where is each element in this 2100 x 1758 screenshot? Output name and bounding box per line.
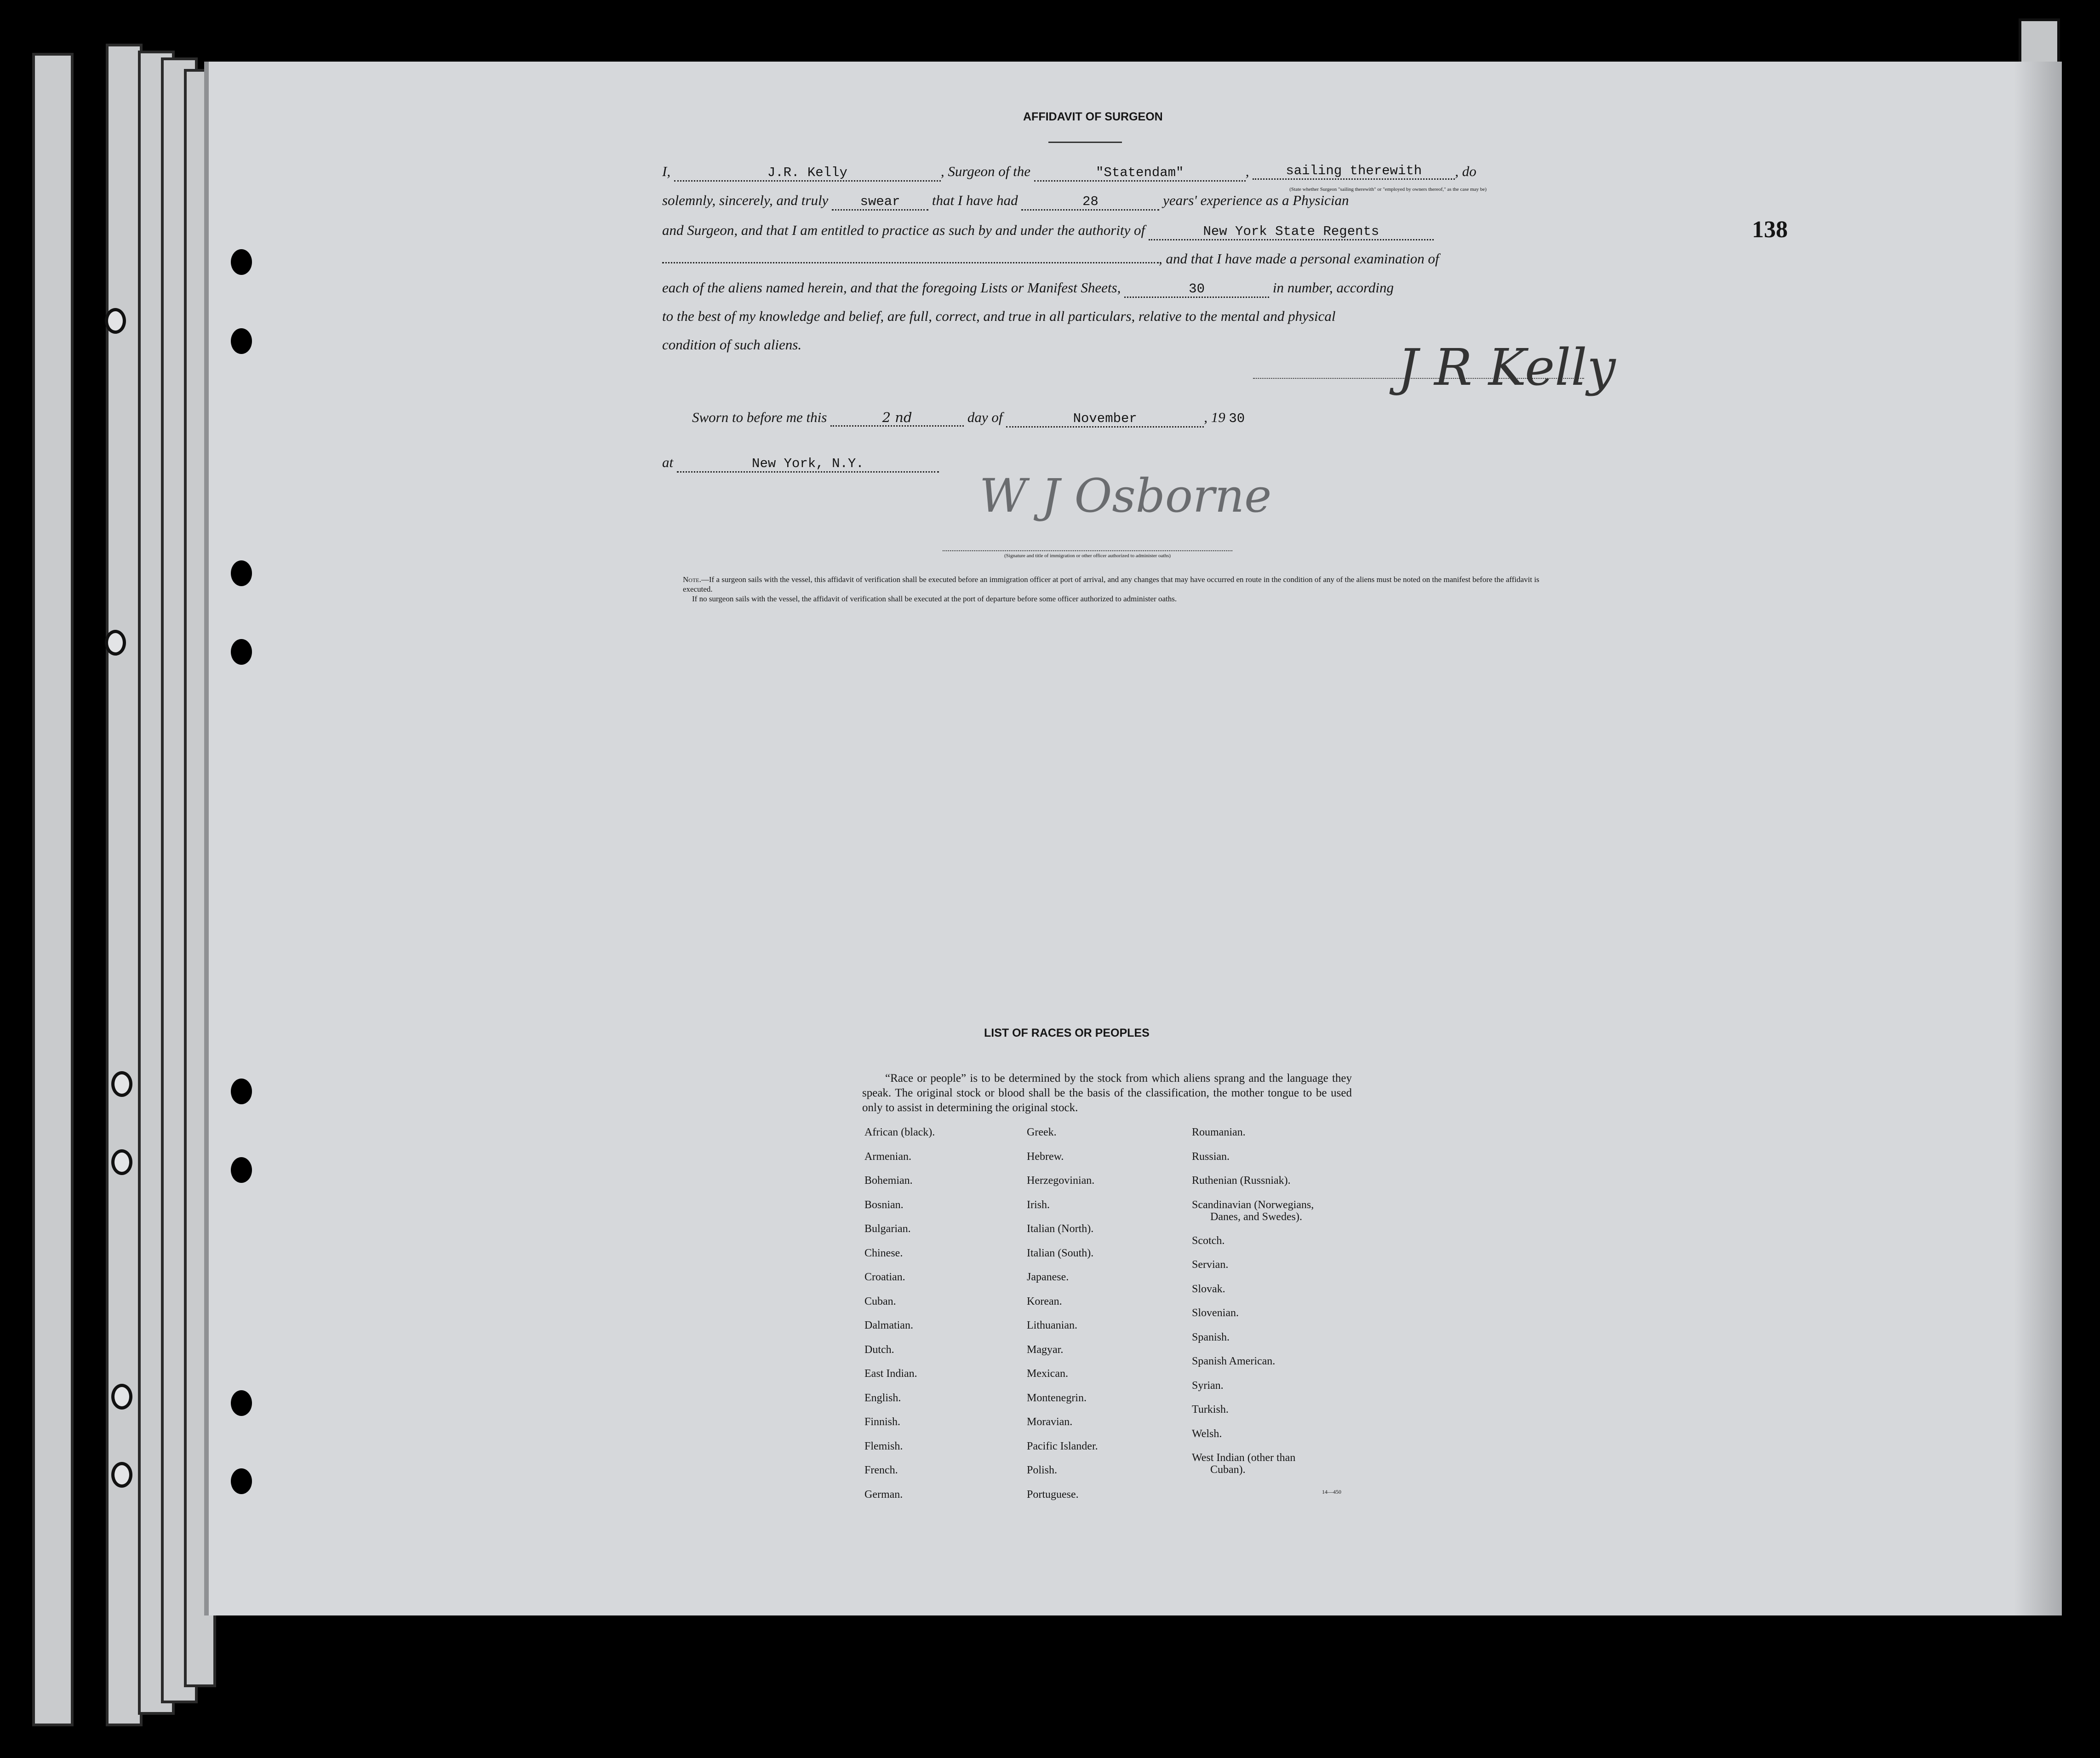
sailing-status-note: (State whether Surgeon "sailing therewith" or "employed by owners thereof," as the case may be)	[1289, 186, 1487, 192]
binder-hole	[111, 1071, 132, 1097]
binder-edge-1	[32, 53, 74, 1726]
oath-field: swear	[832, 194, 928, 211]
race-item: Scotch.	[1192, 1234, 1225, 1247]
race-item: German.	[864, 1488, 903, 1501]
page-number: 138	[1752, 217, 1788, 243]
race-item: Dutch.	[864, 1343, 894, 1356]
race-item: Flemish.	[864, 1440, 903, 1452]
surgeon-signature: J R Kelly	[1398, 338, 1616, 397]
form-code: 14—450	[1322, 1489, 1341, 1495]
race-item: Welsh.	[1192, 1427, 1222, 1440]
race-item: Syrian.	[1192, 1379, 1224, 1392]
race-item: French.	[864, 1464, 898, 1476]
authority-field-continued	[662, 262, 1159, 263]
race-item: Korean.	[1027, 1295, 1062, 1307]
race-item: Pacific Islander.	[1027, 1440, 1098, 1452]
affidavit-line-7: condition of such aliens.	[662, 337, 802, 353]
affidavit-line-1: I, J.R. Kelly , Surgeon of the "Statendam" , sailing therewith (State whether Surgeon "sailing therewith" or "employed by owners thereof," as the case may be), do	[662, 163, 1487, 192]
race-item: Roumanian.	[1192, 1126, 1246, 1138]
affidavit-line-6: to the best of my knowledge and belief, are full, correct, and true in all particulars, relative to the mental and physical	[662, 308, 1336, 324]
race-item: Bohemian.	[864, 1175, 913, 1187]
race-item: Cuban.	[864, 1295, 896, 1307]
race-item: Herzegovinian.	[1027, 1175, 1095, 1187]
race-item: Armenian.	[864, 1150, 911, 1163]
binder-hole	[111, 1462, 132, 1488]
race-item: Greek.	[1027, 1126, 1057, 1138]
sworn-day-field: 2 nd	[830, 410, 964, 427]
binder-hole	[105, 308, 126, 334]
race-item: Italian (South).	[1027, 1247, 1094, 1259]
races-title: LIST OF RACES OR PEOPLES	[984, 1027, 1150, 1039]
race-item: Russian.	[1192, 1150, 1230, 1163]
race-item: Scandinavian (Norwegians,	[1192, 1199, 1314, 1211]
races-column-1	[864, 1126, 935, 1513]
race-item: Turkish.	[1192, 1404, 1229, 1416]
race-item: East Indian.	[864, 1368, 917, 1380]
officer-caption: (Signature and title of immigration or other officer authorized to administer oaths)	[1004, 553, 1171, 559]
affidavit-line-2: solemnly, sincerely, and truly swear that I have had 28 years' experience as a Physician	[662, 192, 1349, 211]
race-item: African (black).	[864, 1126, 935, 1138]
punch-hole	[231, 1390, 252, 1416]
race-item: Cuban).	[1210, 1464, 1246, 1476]
race-item: Croatian.	[864, 1271, 905, 1283]
officer-signature: W J Osborne	[979, 469, 1272, 523]
race-item: Finnish.	[864, 1416, 901, 1428]
race-item: Mexican.	[1027, 1368, 1068, 1380]
sworn-line: Sworn to before me this 2 nd day of November , 19 30	[692, 409, 1248, 428]
race-item: Moravian.	[1027, 1416, 1073, 1428]
punch-hole	[231, 328, 252, 354]
race-item: Portuguese.	[1027, 1488, 1079, 1501]
race-item: Lithuanian.	[1027, 1319, 1077, 1331]
affidavit-line-3: and Surgeon, and that I am entitled to practice as such by and under the authority of New York State Regents	[662, 222, 1434, 240]
punch-hole	[231, 560, 252, 586]
binder-hole	[111, 1384, 132, 1410]
race-item: Spanish American.	[1192, 1355, 1276, 1367]
race-item: Irish.	[1027, 1199, 1050, 1211]
race-item: Slovak.	[1192, 1283, 1225, 1295]
affidavit-title: AFFIDAVIT OF SURGEON	[1023, 110, 1163, 123]
race-item: Slovenian.	[1192, 1307, 1239, 1319]
place-field: New York, N.Y.	[677, 456, 939, 473]
sworn-year-field: 30	[1229, 411, 1245, 426]
race-item: Italian (North).	[1027, 1223, 1094, 1235]
title-underline	[1048, 142, 1122, 143]
punch-hole	[231, 1079, 252, 1104]
punch-hole	[231, 1468, 252, 1494]
race-item: West Indian (other than	[1192, 1452, 1296, 1464]
surgeon-name-field: J.R. Kelly	[674, 165, 941, 182]
race-item: Polish.	[1027, 1464, 1058, 1476]
page-shadow	[2014, 62, 2062, 1615]
officer-signature-line	[943, 550, 1232, 551]
punch-hole	[231, 249, 252, 275]
place-line: at New York, N.Y.	[662, 454, 939, 473]
sworn-month-field: November	[1006, 411, 1204, 428]
race-item: English.	[864, 1392, 901, 1404]
affidavit-line-4: , and that I have made a personal examination of	[662, 251, 1439, 267]
race-item: Magyar.	[1027, 1343, 1064, 1356]
race-item: Danes, and Swedes).	[1210, 1210, 1302, 1223]
races-column-3	[1192, 1126, 1314, 1488]
race-item: Hebrew.	[1027, 1150, 1064, 1163]
races-intro: “Race or people” is to be determined by the stock from which aliens sprang and the language they speak. The original stock or blood shall be the basis of the classification, the mother tongue to be used only to assist in determining the original stock.	[862, 1072, 1352, 1114]
manifest-sheets-field: 30	[1124, 281, 1269, 298]
race-item: Montenegrin.	[1027, 1392, 1087, 1404]
race-item: Japanese.	[1027, 1271, 1069, 1283]
vessel-name-field: "Statendam"	[1034, 165, 1246, 182]
punch-hole	[231, 639, 252, 665]
binder-hole	[111, 1149, 132, 1175]
race-item: Spanish.	[1192, 1331, 1230, 1343]
punch-hole	[231, 1157, 252, 1183]
race-item: Bosnian.	[864, 1199, 904, 1211]
race-item: Ruthenian (Russniak).	[1192, 1175, 1291, 1187]
affidavit-note: Note.—If a surgeon sails with the vessel, this affidavit of verification shall be executed before an immigration officer at port of arrival, and any changes that may have occurred en route in the condition of any of the aliens must be noted on the manifest before the affidavit is executed. If no surgeon sails with the vessel, the affidavit of verification shall be executed at the port of departure before some officer authorized to administer oaths.	[683, 575, 1539, 603]
years-experience-field: 28	[1021, 194, 1159, 211]
affidavit-line-5: each of the aliens named herein, and that the foregoing Lists or Manifest Sheets, 30 in number, according	[662, 280, 1394, 298]
race-item: Dalmatian.	[864, 1319, 913, 1331]
races-column-2	[1027, 1126, 1098, 1513]
authority-field: New York State Regents	[1149, 224, 1434, 240]
binder-hole	[105, 630, 126, 656]
race-item: Chinese.	[864, 1247, 903, 1259]
sailing-status-field: sailing therewith	[1253, 163, 1455, 180]
race-item: Bulgarian.	[864, 1223, 911, 1235]
race-item: Servian.	[1192, 1259, 1229, 1271]
